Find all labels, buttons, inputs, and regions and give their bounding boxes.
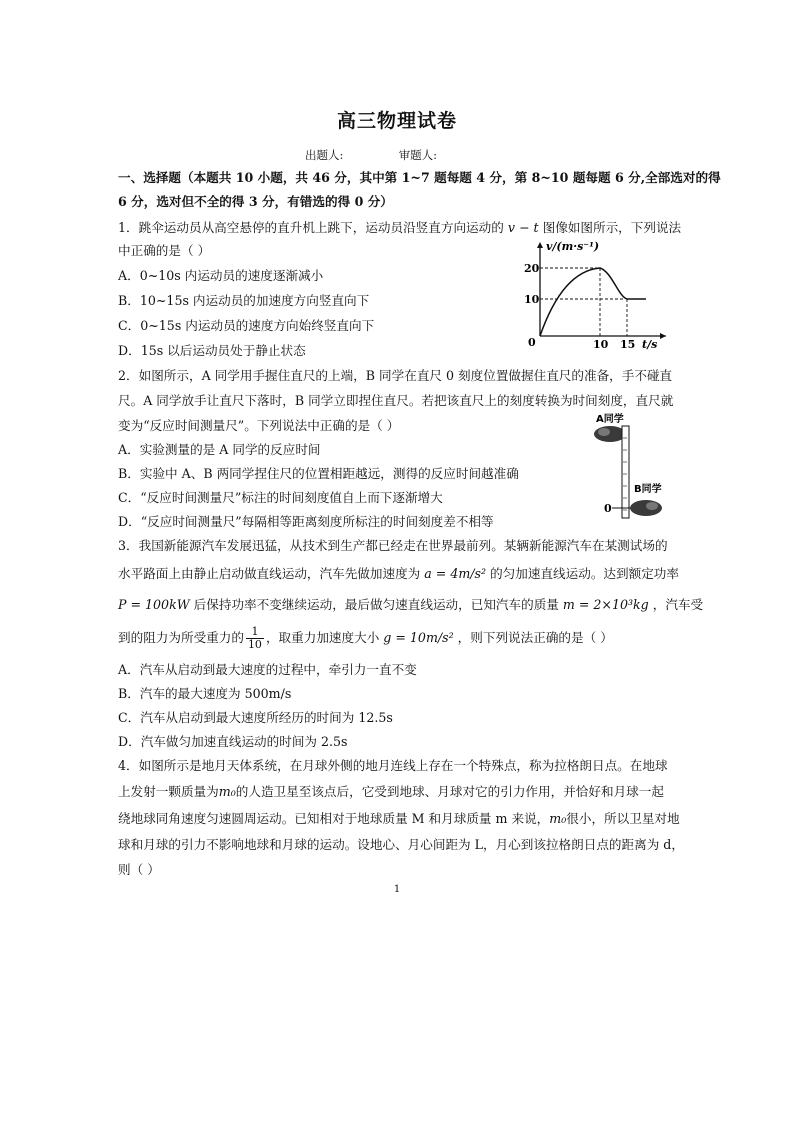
x-tick-10: 10 bbox=[593, 338, 609, 350]
q3-stem-line3: P = 100kW 后保持功率不变继续运动，最后做匀速直线运动，已知汽车的质量 m = 2×10³kg ，汽车受 bbox=[118, 597, 704, 612]
q2-option-d: D．“反应时间测量尺”每隔相等距离刻度所标注的时间刻度差不相等 bbox=[118, 514, 494, 529]
q1-stem-text-2: 图像如图所示，下列说法 bbox=[542, 220, 682, 235]
section-heading-line2: 6 分，选对但不全的得 3 分，有错选的得 0 分） bbox=[118, 194, 393, 209]
hand-b-icon bbox=[630, 500, 662, 516]
q3-stem-line2: 水平路面上由静止启动做直线运动，汽车先做加速度为 a = 4m/s² 的匀加速直线运动。达到额定功率 bbox=[118, 566, 679, 581]
page-title: 高三物理试卷 bbox=[336, 110, 457, 132]
q4-stem-line1: 4．如图所示是地月天体系统，在月球外侧的地月连线上存在一个特殊点，称为拉格朗日点。在地球 bbox=[118, 758, 668, 773]
q4-stem-line5: 则（ ） bbox=[118, 862, 160, 877]
q1-stem-text: 1．跳伞运动员从高空悬停的直升机上跳下，运动员沿竖直方向运动的 bbox=[118, 220, 504, 235]
y-tick-10: 10 bbox=[524, 293, 540, 306]
q3-option-d: D．汽车做匀加速直线运动的时间为 2.5s bbox=[118, 734, 348, 749]
hand-a-icon bbox=[594, 426, 626, 442]
section-heading-line1: 一、选择题（本题共 10 小题，共 46 分，其中第 1~7 题每题 4 分，第 8~10 题每题 6 分,全部选对的得 bbox=[118, 170, 721, 185]
q4-stem-line2: 上发射一颗质量为m₀的人造卫星至该点后，它受到地球、月球对它的引力作用，并恰好和月球一起 bbox=[118, 784, 664, 799]
y-tick-20: 20 bbox=[524, 262, 540, 275]
q3-option-c: C．汽车从启动到最大速度所经历的时间为 12.5s bbox=[118, 710, 393, 725]
reviewer-label: 审题人: bbox=[398, 148, 438, 162]
setter-label: 出题人: bbox=[305, 148, 344, 162]
x-axis-arrow bbox=[660, 333, 666, 339]
q2-ruler-figure bbox=[590, 410, 670, 530]
x-tick-15: 15 bbox=[620, 338, 636, 350]
y-axis-arrow bbox=[537, 242, 543, 248]
q4-stem-line4: 球和月球的引力不影响地球和月球的运动。设地心、月心间距为 L，月心到该拉格朗日点的距离为 d， bbox=[118, 837, 684, 852]
q1-stem-line2: 中正确的是（ ） bbox=[118, 243, 211, 258]
eq-power: P = 100kW bbox=[118, 597, 190, 612]
q3-option-b: B．汽车的最大速度为 500m/s bbox=[118, 686, 292, 701]
page-number: 1 bbox=[393, 884, 401, 895]
q2-stem-line2: 尺。A 同学放手让直尺下落时，B 同学立即捏住直尺。若把该直尺上的刻度转换为时间刻度，直尺就 bbox=[118, 393, 674, 408]
q1-option-b: B．10~15s 内运动员的加速度方向竖直向下 bbox=[118, 293, 370, 308]
q1-vt-graph bbox=[520, 238, 670, 350]
y-axis-label: v/(m·s⁻¹) bbox=[546, 240, 600, 253]
var-m0: m₀ bbox=[218, 784, 236, 799]
authors-line bbox=[305, 147, 437, 163]
q3-stem-line1: 3．我国新能源汽车发展迅猛，从技术到生产都已经走在世界最前列。某辆新能源汽车在某测试场的 bbox=[118, 538, 668, 553]
label-student-b: B同学 bbox=[634, 484, 662, 495]
x-axis-label: t/s bbox=[642, 338, 658, 350]
ruler-icon bbox=[622, 426, 629, 518]
zero-label: 0 bbox=[604, 502, 612, 515]
fraction-1-10: $\frac{1}{10}$ bbox=[247, 625, 262, 651]
label-student-a: A同学 bbox=[596, 414, 624, 425]
q1-stem-variable: v − t bbox=[507, 220, 539, 235]
q3-option-a: A．汽车从启动到最大速度的过程中，牵引力一直不变 bbox=[118, 662, 417, 677]
q1-option-d: D．15s 以后运动员处于静止状态 bbox=[118, 343, 306, 358]
q2-stem-line3: 变为“反应时间测量尺”。下列说法中正确的是（ ） bbox=[118, 418, 400, 433]
q1-stem-line1 bbox=[118, 220, 681, 236]
q2-option-c: C．“反应时间测量尺”标注的时间刻度值自上而下逐渐增大 bbox=[118, 490, 443, 505]
eq-mass: m = 2×10³kg bbox=[562, 597, 649, 612]
origin-label: 0 bbox=[528, 336, 536, 349]
q3-stem-line4: 到的阻力为所受重力的 $\frac{1}{10}$ ，取重力加速度大小 g = 10m/s² ，则下列说法正确的是（ ） bbox=[118, 625, 613, 651]
q2-option-a: A．实验测量的是 A 同学的反应时间 bbox=[118, 442, 321, 457]
q2-stem-line1: 2．如图所示，A 同学用手握住直尺的上端，B 同学在直尺 0 刻度位置做握住直尺的准备，手不碰直 bbox=[118, 368, 673, 383]
eq-acceleration: a = 4m/s² bbox=[424, 566, 487, 581]
eq-gravity: g = 10m/s² bbox=[383, 630, 454, 645]
vt-curve bbox=[540, 268, 646, 336]
q2-option-b: B．实验中 A、B 两同学捏住尺的位置相距越远，测得的反应时间越准确 bbox=[118, 466, 519, 481]
q1-option-a: A．0~10s 内运动员的速度逐渐减小 bbox=[118, 268, 324, 283]
q1-option-c: C．0~15s 内运动员的速度方向始终竖直向下 bbox=[118, 318, 375, 333]
var-m0-2: m₀ bbox=[549, 811, 567, 826]
q4-stem-line3: 绕地球同角速度匀速圆周运动。已知相对于地球质量 M 和月球质量 m 来说，m₀很小，所以卫星对地 bbox=[118, 811, 680, 826]
